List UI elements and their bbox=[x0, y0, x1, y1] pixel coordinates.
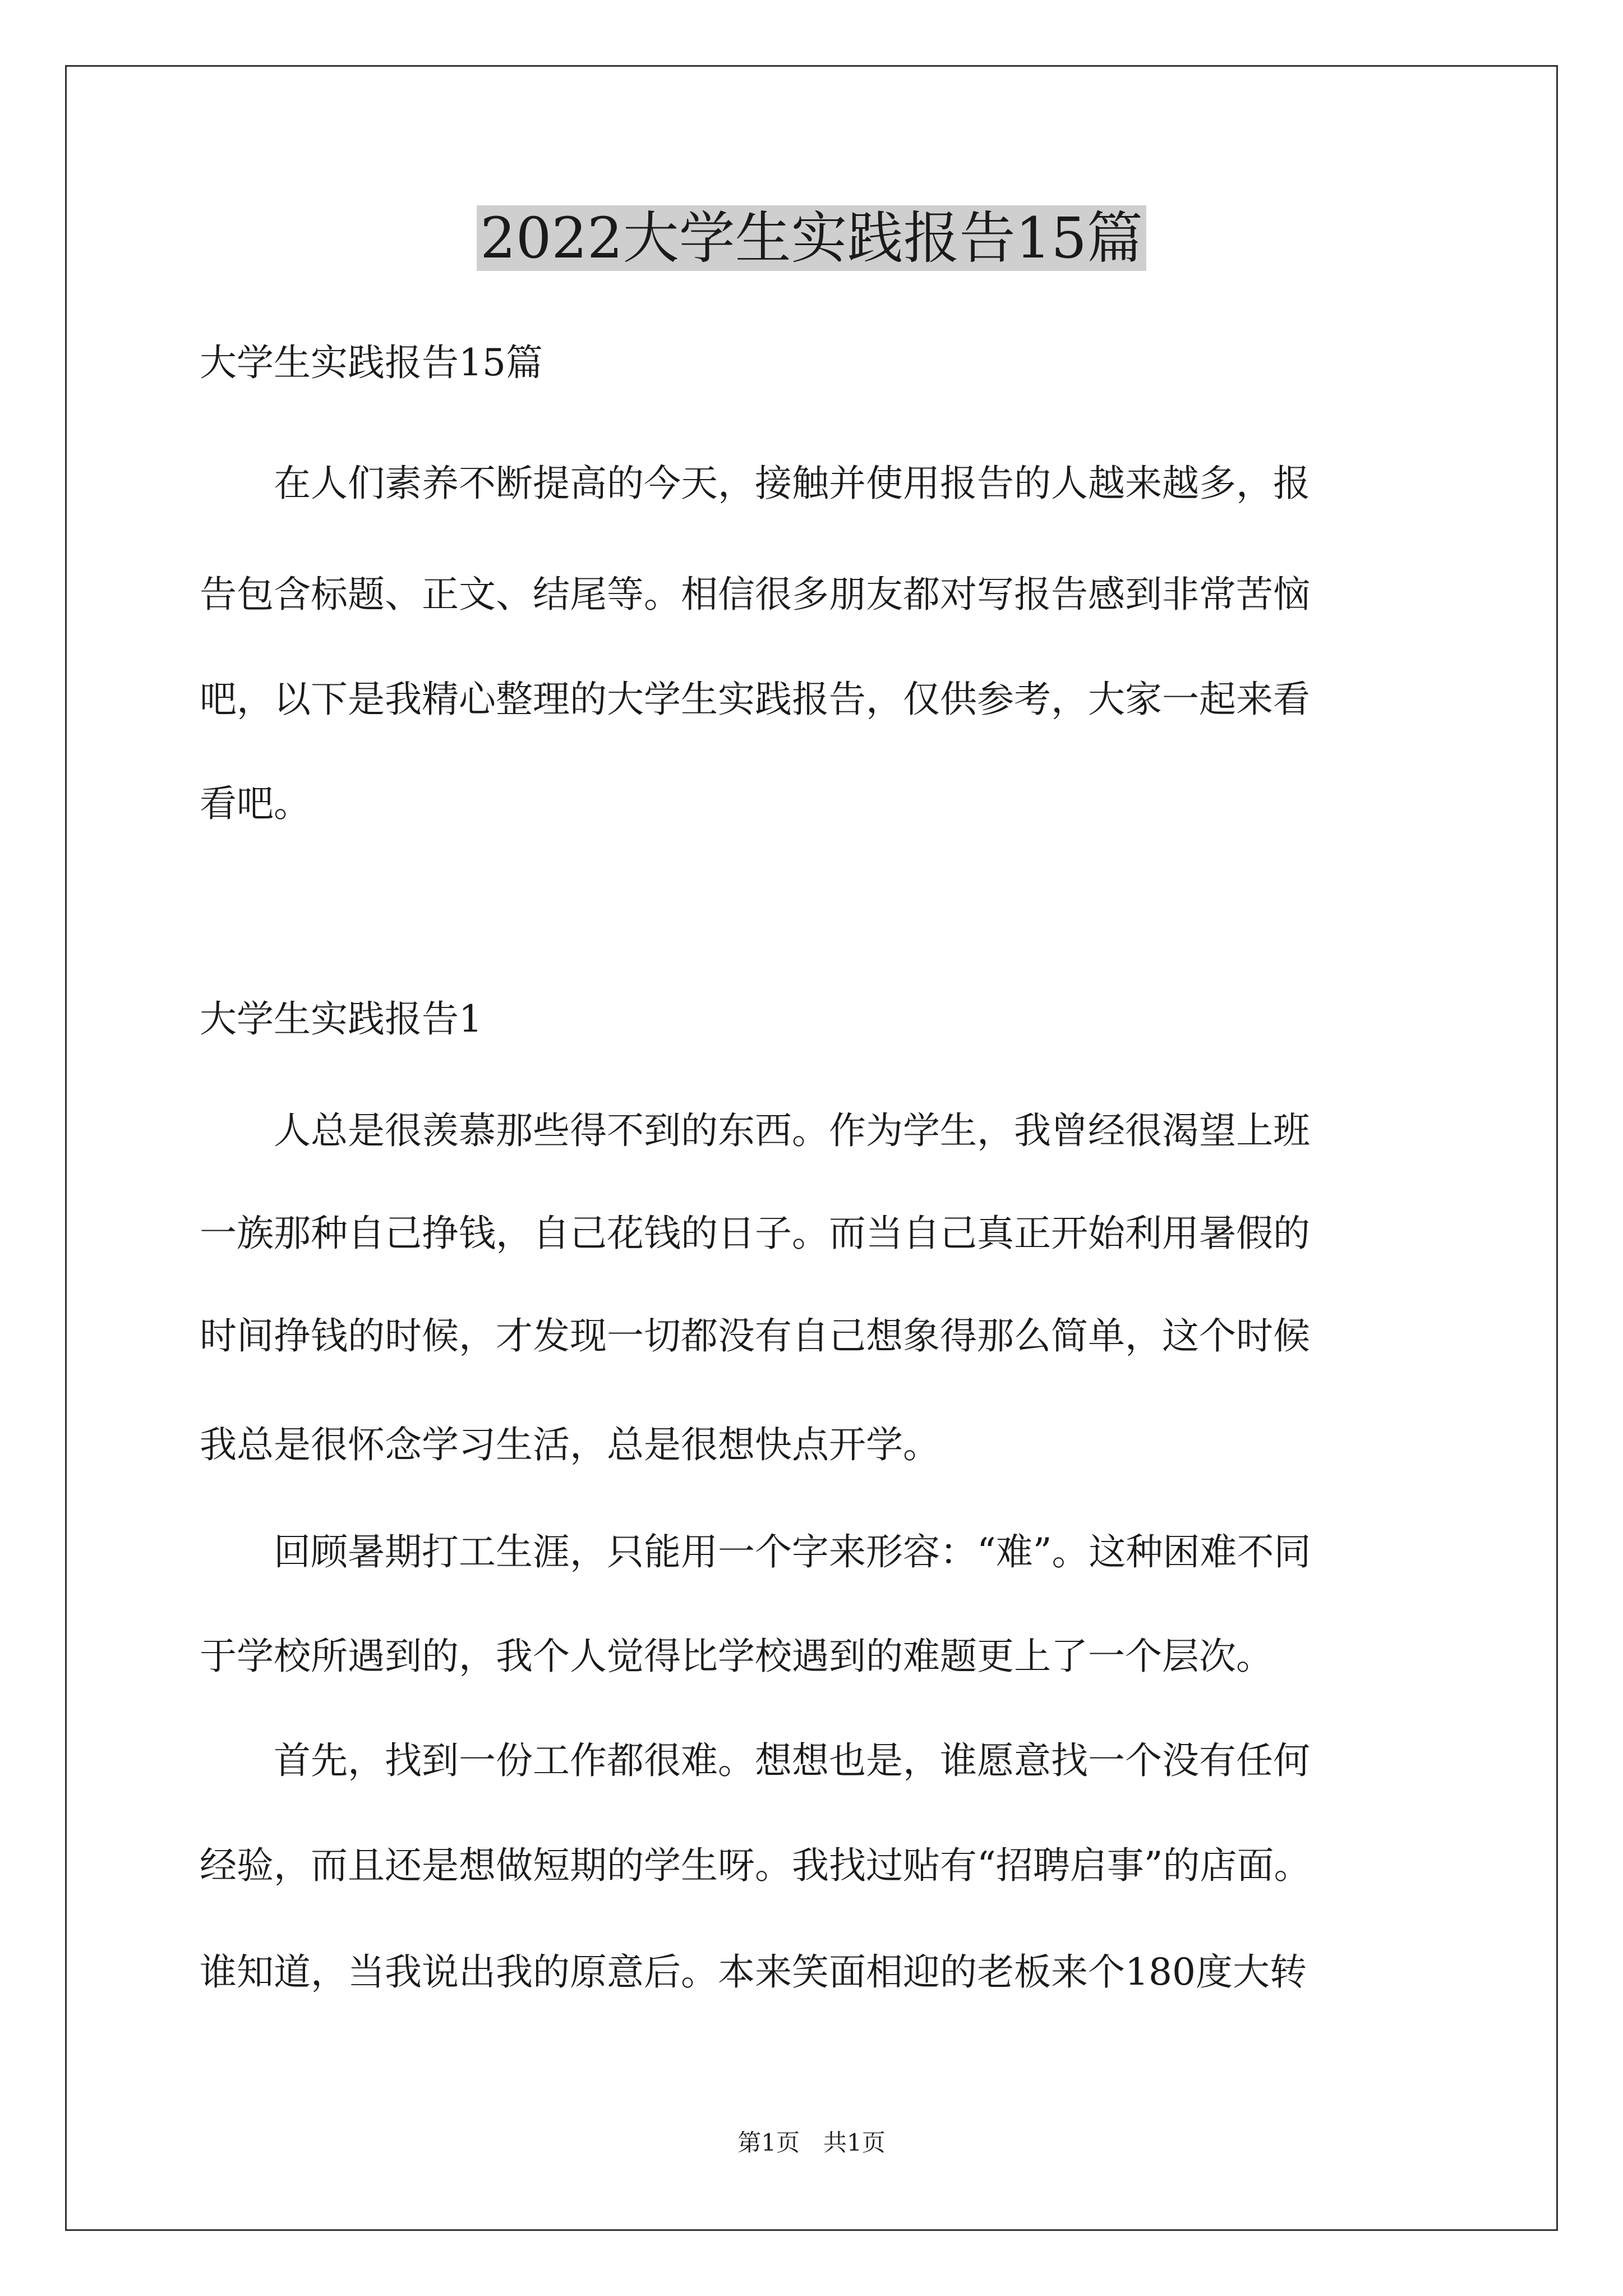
document-title-text: 2022大学生实践报告15篇 bbox=[477, 205, 1146, 271]
paragraph-line: 一族那种自己挣钱，自己花钱的日子。而当自己真正开始利用暑假的 bbox=[200, 1212, 1310, 1255]
page-footer: 第1页 共1页 bbox=[737, 2129, 886, 2156]
paragraph-line: 经验，而且还是想做短期的学生呀。我找过贴有“招聘启事”的店面。 bbox=[200, 1844, 1311, 1887]
paragraph-line: 时间挣钱的时候，才发现一切都没有自己想象得那么简单，这个时候 bbox=[200, 1314, 1310, 1358]
paragraph-line: 我总是很怀念学习生活，总是很想快点开学。 bbox=[200, 1423, 940, 1466]
section-heading: 大学生实践报告1 bbox=[200, 997, 482, 1041]
paragraph-line: 在人们素养不断提高的今天，接触并使用报告的人越来越多，报 bbox=[200, 462, 1310, 505]
paragraph-line: 吧，以下是我精心整理的大学生实践报告，仅供参考，大家一起来看 bbox=[200, 678, 1310, 721]
paragraph-line: 告包含标题、正文、结尾等。相信很多朋友都对写报告感到非常苦恼 bbox=[200, 573, 1310, 616]
paragraph-line: 于学校所遇到的，我个人觉得比学校遇到的难题更上了一个层次。 bbox=[200, 1635, 1273, 1678]
paragraph-line: 回顾暑期打工生涯，只能用一个字来形容：“难”。这种困难不同 bbox=[200, 1530, 1311, 1573]
paragraph-line: 人总是很羡慕那些得不到的东西。作为学生，我曾经很渴望上班 bbox=[200, 1109, 1310, 1152]
paragraph-line: 谁知道，当我说出我的原意后。本来笑面相迎的老板来个180度大转 bbox=[200, 1950, 1307, 1994]
document-title bbox=[0, 199, 1623, 278]
paragraph-line: 首先，找到一份工作都很难。想想也是，谁愿意找一个没有任何 bbox=[200, 1739, 1310, 1782]
subtitle: 大学生实践报告15篇 bbox=[200, 341, 543, 384]
paragraph-line: 看吧。 bbox=[200, 782, 311, 825]
